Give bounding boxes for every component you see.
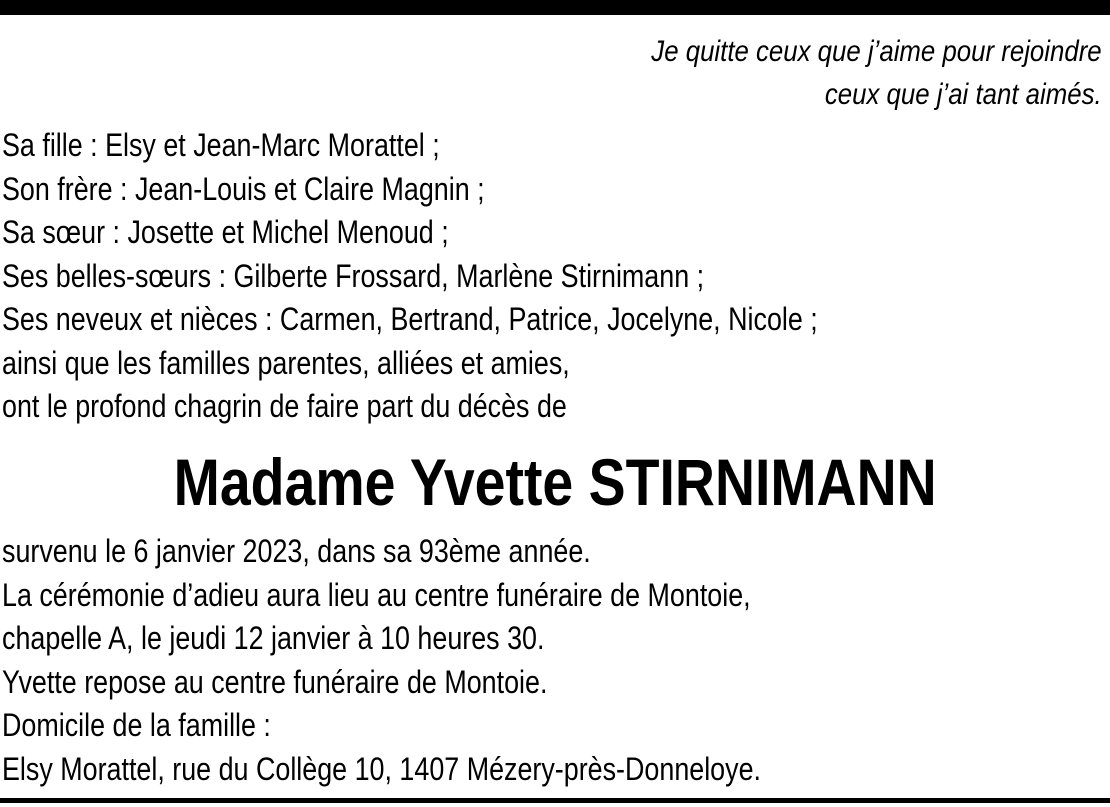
family-line-announcement: ont le profond chagrin de faire part du décès de bbox=[2, 388, 567, 424]
deceased-name bbox=[0, 440, 1110, 524]
deceased-name-text: Madame Yvette STIRNIMANN bbox=[173, 445, 937, 519]
quote-line: Je quitte ceux que j’aime pour rejoindre bbox=[651, 35, 1102, 68]
details-line-repose: Yvette repose au centre funéraire de Montoie. bbox=[2, 663, 548, 700]
family-line-sisters-in-law: Ses belles-sœurs : Gilberte Frossard, Marlène Stirnimann ; bbox=[2, 257, 705, 294]
details-line-ceremony: La cérémonie d’adieu aura lieu au centre funéraire de Montoie, bbox=[2, 576, 751, 613]
bottom-border-rule bbox=[0, 798, 1110, 803]
family-line-daughter: Sa fille : Elsy et Jean-Marc Morattel ; bbox=[2, 127, 440, 163]
family-line-relatives: ainsi que les familles parentes, alliées et amies, bbox=[2, 344, 570, 381]
family-line-sister: Sa sœur : Josette et Michel Menoud ; bbox=[2, 214, 449, 250]
family-line-nephews-nieces: Ses neveux et nièces : Carmen, Bertrand, Patrice, Jocelyne, Nicole ; bbox=[2, 301, 818, 337]
details-line-domicile-address: Elsy Morattel, rue du Collège 10, 1407 Mézery-près-Donneloye. bbox=[2, 750, 761, 787]
details-line-death-date: survenu le 6 janvier 2023, dans sa 93ème année. bbox=[2, 533, 591, 569]
details-line-ceremony-time: chapelle A, le jeudi 12 janvier à 10 heures 30. bbox=[2, 620, 545, 656]
details-line-domicile-label: Domicile de la famille : bbox=[2, 707, 271, 743]
epitaph-quote bbox=[652, 30, 1102, 116]
ceremony-details bbox=[2, 530, 761, 791]
family-line-brother: Son frère : Jean-Louis et Claire Magnin ; bbox=[2, 170, 485, 207]
quote-line: ceux que j’ai tant aimés. bbox=[825, 78, 1102, 111]
top-border-rule bbox=[0, 0, 1110, 15]
family-announcement bbox=[2, 124, 818, 429]
